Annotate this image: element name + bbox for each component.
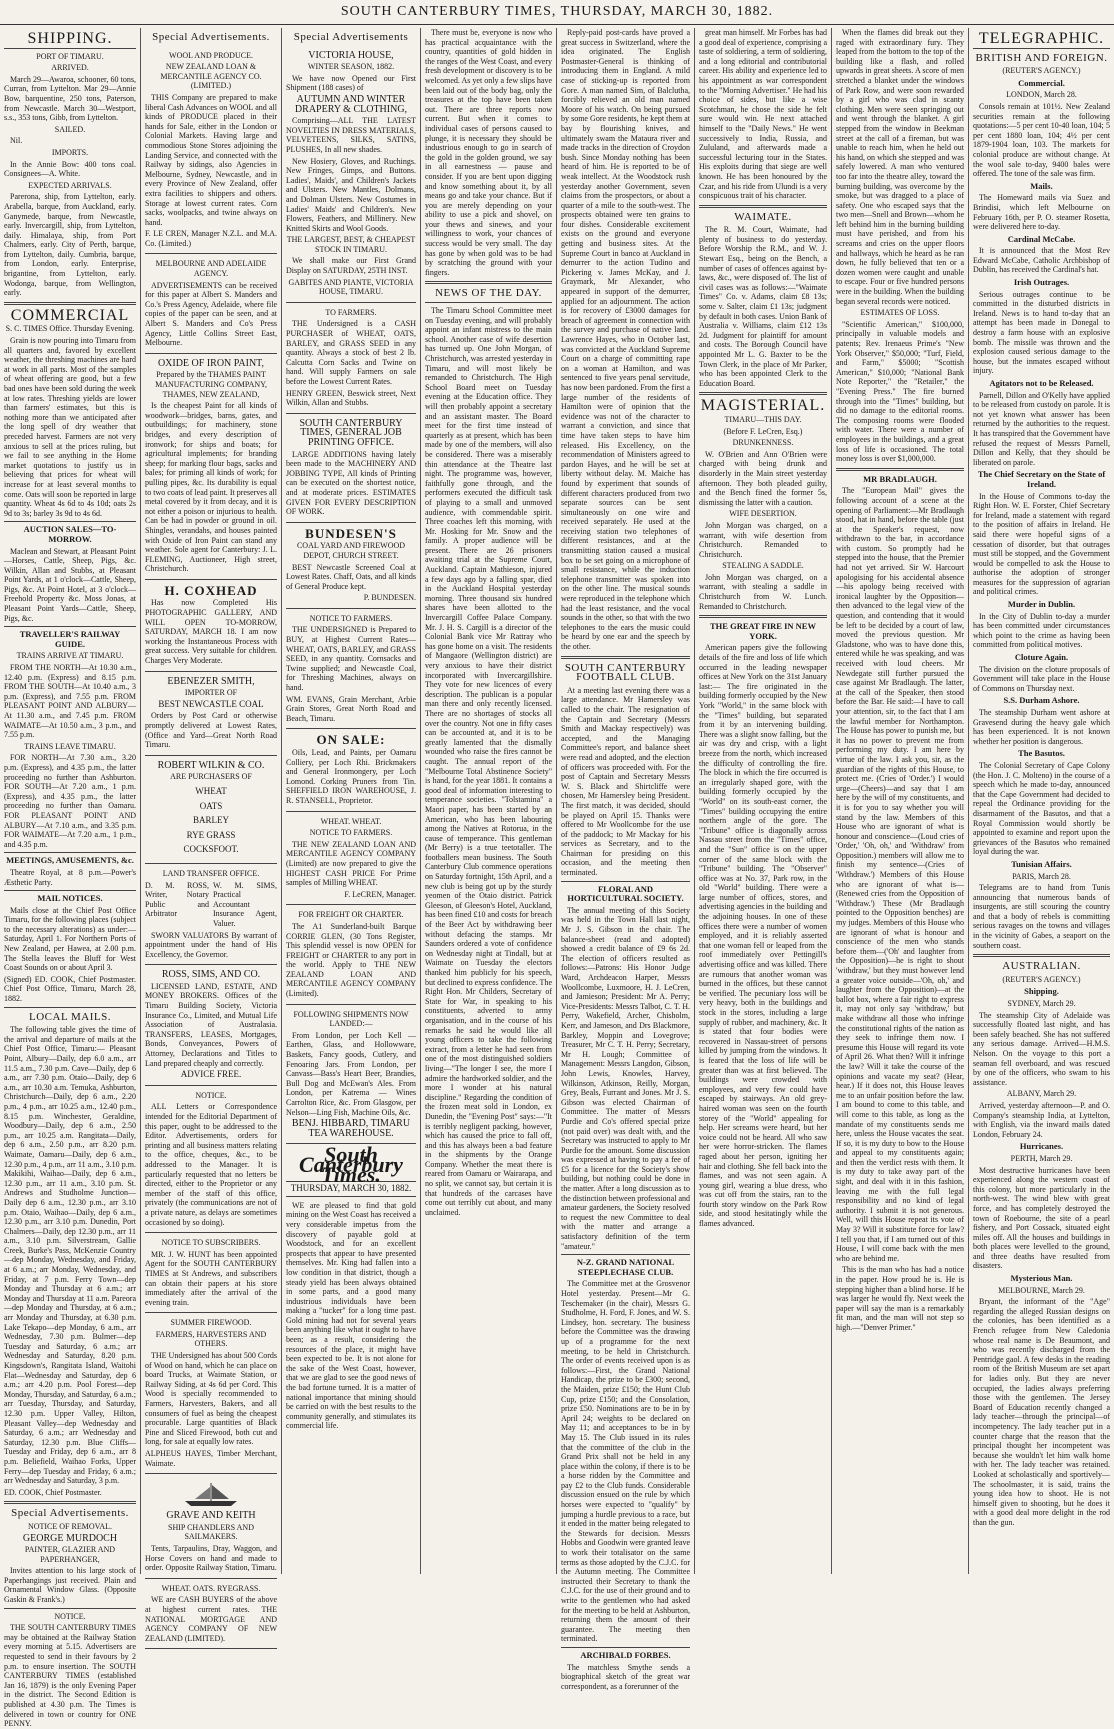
railway-leave-label: TRAINS LEAVE TIMARU. — [24, 741, 116, 751]
landed-title: FOLLOWING SHIPMENTS NOW LANDED:— — [293, 1009, 409, 1029]
mccabe-text: It is announced that the Most Rev Edward McCabe, Catholic Archbishop of Dublin, has received the Cardinal's hat. — [973, 246, 1110, 275]
column-2 — [145, 28, 277, 1643]
column-7 — [836, 28, 964, 1574]
records-text: "Scientific American," $100,000, principally in valuable models and patents; Rev. Irenaeus Prime's "New York Observer," $50,000; "Turf, Field, and Farm," $5000; "Scottish American," $10,000; "National Bank Note Reporter," the "Retailer," the "Evening Press." The fire burned through into the "Times" building, but did no damage to the editorial rooms. The composing rooms were flooded with water. There were a number of employees in the buildings, and a great loss of life is occasioned. The total money loss is over $1,000,000. — [836, 319, 964, 464]
durham-text: The steamship Durham went ashore at Gravesend during the heavy gale which has been experienced. It is not known whether her position is dangerous. — [973, 708, 1110, 746]
drunk-text: W. O'Brien and Ann O'Brien were charged with being drunk and disorderly in the Main street yesterday afternoon. They both pleaded guilty, and the Bench fined the former 5s, dismissing the latter with a caution. — [699, 449, 827, 507]
removal-text: Invites attention to his large stock of Paperhangings just received. Plain and Ornamental Window Glass. (Opposite Gaskin & Frank's.) — [4, 1566, 136, 1605]
hibbard-name: BENJ. HIBBARD, TIMARU TEA WAREHOUSE. — [291, 1118, 411, 1139]
melb-text: ADVERTISEMENTS can be received for this paper at Albert S. Manders and Co.'s Press Agency, Adelaide, where file copies of the paper can be seen, and at Albert S. Manders and Co's Press Agency, Little Collins Street East, Melbourne. — [145, 280, 277, 348]
chief-secretary-sub: The Chief Secretary on the State of Ireland. — [977, 469, 1106, 489]
expected-label: EXPECTED ARRIVALS. — [28, 180, 112, 190]
wheat-text: WE are CASH BUYERS of the above at highest current rates. THE NATIONAL MORTGAGE AND AGENCY COMPANY OF NEW ZEALAND (LIMITED). — [145, 1595, 277, 1643]
arrived-text: March 29—Awaroa, schooner, 60 tons, Curran, from Lyttelton. Mar 29—Annie Bow, barquentine, 250 tons, Paterson, from Newcastle. March 30—Westport, s.s., 353 tons, Gibb, from Lyttelton. — [4, 74, 136, 123]
smith-ad — [145, 672, 277, 756]
ntf-title: NOTICE TO FARMERS. — [309, 613, 393, 623]
mail-text: Mails close at the Chief Post Office Timaru, for the following places (subject to the necessary alterations) as under:— Saturday, April 1. For Northern Ports of New Zealand, per Hawea, at 2.00 p.m. The Stella leaves the Bluff for West Coast Sounds on or about April 3. — [4, 905, 136, 973]
melbourne-ad — [145, 254, 277, 353]
sailed-label: SAILED. — [54, 124, 86, 134]
oxide-title: OXIDE OF IRON PAINT, — [157, 357, 265, 369]
subs-text: MR. J. W. HUNT has been appointed Agent for the SOUTH CANTERBURY TIMES at St Andrews, and subscribers can obtain their papers at his store immediately after the arrival of the evening train. — [145, 1249, 277, 1307]
fire-continued: When the flames did break out they raged with extraordinary fury. They leaped from the bottom to the top of the building like a flash, and rolled upwards in great sheets. A score of men stretched a blanket under the windows of Park Row, and were soon rewarded by a girl who was clad in scanty clothing. Men were seen springing out and went through the blanket. A girl stepped from the window in Beekman street at the call of a fireman, but was unable to reach him, when he held out his hand, on which she stepped and was safely lowered. A man who ventured too far into the theatre alley, toward the burning building, was overcome by the smoke, but was dragged to a place of safety. One who escaped says that the two men—Snell and Brown—whom he left behind him in the burning building must have perished, and from his screams and cries on the upper floors and hallways, which he heard as he ran down, he fully believed that ten or a dozen women were caught and unable to escape. Four or five hundred persons were in the building. When the building began several records were noticed. — [836, 28, 964, 306]
wilkin-item: WHEAT — [195, 785, 227, 796]
coxhead-name: H. COXHEAD — [164, 582, 258, 598]
wheat-sub: NOTICE TO FARMERS. — [309, 828, 393, 838]
floral-heading: FLORAL AND HORTICULTURAL SOCIETY. — [567, 883, 684, 904]
wheat-title: WHEAT. OATS. RYEGRASS. — [161, 1583, 261, 1593]
vic-title: VICTORIA HOUSE, — [308, 49, 394, 61]
subscribers-ad — [145, 1233, 277, 1313]
editorial-continued: There must be, everyone is now who has practical acquaintance with the country, quantities of gold hidden in the ranges of the West Coast, and every fresh development or discovery is to be welcomed. As yet only a few slips have been laid out of the body bag, only the treasures at the top have been taken out. There are three reports now current. But when it comes to individual cases of persons caused to plunge, it is necessary they should be industrious enough to go in search of the gold in the golden ground, we say in all earnestness — pause and consider. If you are bent upon digging and know something about it, by all means go and take your chance. But if you are merely depending on your ability to use a pick and shovel, on your thews and sinews, and your willingness to work, your chances of success would be very small. The day has gone by when gold was to be had by scratching the ground with your fingers. — [425, 28, 552, 277]
notice-heading: NOTICE. — [54, 1611, 86, 1621]
charter-text: The A1 Sunderland-built Barque CORRIE GLEN, (30 Tons Register, This splendid vessel is now OPEN for FREIGHT or CHARTER to any port in the world. Apply to THE NEW ZEALAND LOAN AND MERCANTILE AGENCY COMPANY (Limited). — [286, 921, 416, 999]
telegraphic-heading: TELEGRAPHIC. — [978, 30, 1105, 47]
hurricanes-date: PERTH, March 29. — [1010, 1153, 1073, 1163]
drunk-heading: DRUNKENNESS. — [732, 438, 794, 448]
saddle-text: John Morgan was charged, on a warrant, with stealing a saddle in Christchurch from W. Lunch. Remanded to Christchurch. — [699, 572, 827, 611]
wheat-sign: F. LeCREN, Manager. — [344, 889, 416, 899]
wilkin-sub: ARE PURCHASERS OF — [170, 772, 252, 782]
removal-trade: PAINTER, GLAZIER AND PAPERHANGER, — [24, 1545, 116, 1564]
firewood-text: THE Undersigned has about 500 Cords of Wood on hand, which he can place on board Trucks, at Waimate Station, or Railway Siding, at 4s 6d per Cord. This Wood is specially recommended to Farmers, Harvesters, Bakers, and all consumers of fuel as being the cheapest procurable. Large quantities of Black Pine and Sliced Firewood, both cut and long, for sale at equally low rates. — [145, 1351, 277, 1447]
bund-text: BEST Newcastle Screened Coal at Lowest Rates. Chaff, Oats, and all kinds of General Produce kept. — [286, 562, 416, 591]
grave-trade: SHIP CHANDLERS AND SAILMAKERS. — [168, 1522, 254, 1542]
magisterial-before: (Before F. LeCren, Esq.) — [723, 426, 803, 436]
vic-largest: THE LARGEST, BEST, & CHEAPEST STOCK IN TIMARU. — [286, 235, 416, 254]
wife-heading: WIFE DESERTION. — [729, 509, 797, 519]
landed-text: From London, per Loch Kell — Earthen, Glass, and Hollowware, Baskets, Fancy goods, Cutlery, and Fenoaring Jars. From London, per Canvass—Bass's Heart Beer, Brandies, Bull Dog and McEwan's Ales. From London, per Katrema — Wines Carrolton Rice, &c. From Glasgow, per Nelson—Ling Fish, Machine Oils, &c. — [286, 1030, 416, 1117]
column-8 — [973, 28, 1110, 1574]
vic-show: We shall make our First Grand Display on SATURDAY, 25TH INST. — [286, 256, 416, 276]
wilkin-item: RYE GRASS — [186, 829, 236, 840]
melb-title: MELBOURNE AND ADELAIDE AGENCY. — [155, 259, 267, 279]
auction-text: Maclean and Stewart, at Pleasant Point —Horses, Cattle, Sheep, Pigs, &c. Wilkin, Allan and Stubbs, at Pleasant Point Yards, at 1 o'clock—Cattle, Sheep, Pigs, &c. At Point Hotel, at 3 o'clock—Freehold Property &c. Moss Jonas, at Pleasant Point Yards—Cattle, Sheep, Pigs, &c. — [4, 546, 136, 623]
sailed-text: Nil. — [10, 136, 23, 146]
albany-text: Arrived, yesterday afternoon—P. and O. Company's steamship India, at Lyttelton, with English, via the inward mails dated London, February 24. — [973, 1100, 1110, 1139]
murder-sub: Murder in Dublin. — [1007, 599, 1076, 610]
irish-text: Serious outrages continue to be committed in the disturbed districts in Ireland. News is to hand to-day that an attempt has been made in Donegal to destroy a farm house with an explosive bomb. The missile was thrown and the explosion caused serious damage to the house, but the inmates escaped without injury. — [973, 289, 1110, 376]
saddle-heading: STEALING A SADDLE. — [722, 561, 804, 571]
meetings-heading: MEETINGS, AMUSEMENTS, &c. — [6, 855, 134, 866]
notice-ad — [145, 1086, 277, 1233]
mails-sub: Mails. — [1030, 180, 1053, 191]
shipments-ad — [286, 1005, 416, 1145]
auction-heading: AUCTION SALES—TO-MORROW. — [23, 524, 117, 544]
editorial-masthead: South Canterbury Times. — [299, 1142, 403, 1187]
wilkin-ad — [145, 756, 277, 864]
cloture-sub: Cloture Again. — [1014, 652, 1069, 663]
commercial-text: Consols remain at 101½. New Zealand securities remain at the following quotations:—5 per cent 10-40 loan, 104; 5 per cent 1880 loan, 104; 4½ per cent 1879-1904 loan, 103. The markets for colonial produce are without change. At the wool sale to-day, 9400 bales were offered. The tone of the sale was firm. — [973, 101, 1110, 179]
on-sale-ad — [286, 729, 416, 811]
bradlaugh-text: The "European Mail" gives the following account of a scene at the opening of Parliament:—Mr Bradlaugh stood, hat in hand, before the table (just at the Speaker's request, now withdrawn to the bar, in accordance with custom. So promptly had he stepped into the house, that the Premier had not yet arrived. Sir W. Harcourt apologising for his accidental absence—his apology being received with ironical laughter by the Opposition—then advanced to the legal view of the question, and contending that it would be left to be decided by a court of law, moved the previous question. Mr Gladstone, who was to have done this, entered while he was speaking, and was received with loud cheers. Mr Newdegate still further pursued the case against Mr Bradlaugh. The latter, at the call of the Speaker, then stood before the Bar. He said:—I have to call your attention, sir, to the fact that I am the lawful member for Northampton. The House has power to punish me, but it has no power to prevent me from performing my duty. I am here by virtue of the law. I ask you, sir, as the guardian of the rights of this House, to protect me. (Cries of 'Order.') I would urge—(Cheers)—and say that I am here by the will of my constituents, and it is for you to say whether you will stand by the law. Members of this House who are ignorant of what is honour and conscience—(Loud cries of 'Order,' 'Oh, oh,' and 'Withdraw' from Opposition.) members will allow me to finish my sentence—(Cries of 'Withdraw.') Members of this House who are ignorant of what is—(Renewed cries from the Opposition of 'Withdraw.') These (Mr Bradlaugh pointed to the Opposition benches) are my judges. Members of this House who are ignorant of what is honour and conscience of the men who stands before them—('Oh' and laughter from the Opposition)—he is right to shout 'withdraw,' but they must however lend a greater voice outside—'Oh, oh,' and laughter from the Opposition)—at the ballot box, where a fair right to express it, may not only say 'withdraw,' but make withdraw all those who infringe the constitutional rights of the nation as they seek to infringe them now. I presume this House will regard its vote of April 26. What then? Will it infringe the law? Will it take the course of the opinions and vacate my seat? (Hear, hear.) If it does not, this House leaves me to an unfair position before the law. I am bound to come to this table, and will come to this table, as long as the mandate of my constituents sends me here, unless the House vacates the seat. If so, it is my duty to bow to the House and appeal to my constituents again; and then the verdict rests with them. It is my duty to take away part of the sight, and deal with it in this fashion, leaving me with the full legal responsibility and no kind of legal authority. I submit it is not generous. Well, will this House repeat its vote of May 3? Will it substitute force for law? I tell you that, if I am turned out of this House, I will come back with the men who are behind me. — [836, 486, 964, 1263]
railway-arrive-label: TRAINS ARRIVE AT TIMARU. — [16, 651, 124, 661]
local-mails-heading: LOCAL MAILS. — [29, 1010, 111, 1023]
ship-icon — [181, 1481, 241, 1507]
farmers-sign: HENRY GREEN, Beswick street, Next Wilkin, Allan and Stubbs. — [286, 388, 416, 408]
ross-name: ROSS, SIMS, AND CO. — [161, 969, 261, 981]
sale-title: ON SALE: — [316, 732, 386, 748]
special-ads-heading-2: Special Advertisements. — [152, 31, 270, 43]
wool-text: THIS Company are prepared to make liberal Cash Advances on WOOL and all kinds of PRODUCE placed in their hands for Sale, either in the London or Colonial Markets. Having large and commodious Stone Stores adjoining the Landing Service, and connected with the Railway by sidings, also Agencies in Melbourne, Sydney, Newcastle, and in every Province of New Zealand, offer extra facilities to shippers and others. Storage at lowest current rates. Corn sacks, woolpacks, and twine always on hand. — [145, 92, 277, 227]
basutos-text: The Colonial Secretary of Cape Colony (the Hon. J. C. Molteno) in the course of a speech which he made to-day, announced that the Cape Government had decided to repeal the Ordinance providing for the disarmament of the Basutos, and that a Royal Commission would shortly be appointed to examine and report upon the grievances of the Basutos who remained loyal during the war. — [973, 760, 1110, 857]
commercial-date: LONDON, March 28. — [1006, 90, 1077, 100]
land-right: W. M. SIMS, Practical Accountant Insurance Agent, Valuer. — [213, 880, 277, 928]
wheat-notice-ad — [286, 812, 416, 906]
waimate-heading: WAIMATE. — [734, 210, 792, 223]
irish-sub: Irish Outrages. — [1013, 277, 1070, 288]
wool-title: WOOL AND PRODUCE. — [169, 50, 253, 60]
wilkin-name: ROBERT WILKIN & CO. — [157, 759, 265, 771]
smith-coal: BEST NEWCASTLE COAL — [158, 698, 264, 709]
coxhead-text: Has now Completed His PHOTOGRAPHIC GALLERY, AND WILL OPEN TO-MORROW, SATURDAY, MARCH 18. I am now working the Instantaneous Process with great success. Very suitable for children. Charges Very Moderate. — [145, 598, 277, 666]
steeplechase-heading: N-Z. GRAND NATIONAL STEEPLECHASE CLUB. — [576, 1257, 675, 1277]
victoria-house-ad — [286, 46, 416, 303]
smith-trade: IMPORTER OF — [184, 688, 238, 698]
forbes-continued: great man himself. Mr Forbes has had a good deal of experience, comprising a taste of soldiering, a term of soldiering, and a long editorial and contributorial career. His ability and experience led to his appointment as war correspondent to the "Morning Advertiser." He had his choice of sides, but like a wise Scotchman, he chose the side he felt sure would win. He next attached himself to the "Daily News." He went successively to India, Russia, and Zululand, and afterwards made a successful lecturing tour in the States. His exploits during that siege are well known. He has been honoured by the Czar, and his ride from Ulundi is a very conspicuous trait of his character. — [699, 28, 827, 201]
firewood-ad — [145, 1313, 277, 1474]
farmers-title: TO FARMERS. — [325, 307, 377, 317]
vic-open: We have now Opened our First Shipment (188 cases) of — [286, 73, 416, 93]
arrived-label: ARRIVED. — [51, 63, 89, 73]
agitators-text: Parnell, Dillon and O'Kelly have applied to be released from custody on parole. It is not yet known what answer has been returned by the authorities to the request. It has transpired that the Government have refused the request of Messrs Parnell, Dillon and Kelly, that they should be liberated on parole. — [973, 390, 1110, 467]
chief-secretary-text: In the House of Commons to-day the Right Hon. W. E. Forster, Chief Secretary for Ireland, made a statement with regard to the position of affairs in Ireland. He said there were hopeful signs of a cessation of disorder, but that outrages must still be stopped, and the Government would be compelled to ask the House to authorise the adoption of stronger measures for the suppression of agrarian and political crimes. — [973, 491, 1110, 597]
land-transfer-ad — [145, 864, 277, 965]
mails-text: The Homeward mails via Suez and Brindisi, which left Melbourne on February 16th, per P. O. steamer Rosetta, were delivered here to-day. — [973, 193, 1110, 232]
local-mails-signature: ED. COOK, Chief Postmaster. — [4, 1487, 102, 1497]
wheat-ad — [145, 1579, 277, 1650]
hurricanes-text: Most destructive hurricanes have been experienced along the western coast of this colony, but more particularly in the north-west. The wind blew with great force, and has completely destroyed the town of Roebourne, the site of a pearl fishery, and Port Cossack, situated eight miles off. All the houses and buildings in both places were levelled to the ground, and three deaths have resulted from disasters. — [973, 1165, 1110, 1271]
records-heading: ESTIMATES OF LOSS. — [860, 308, 940, 318]
shipping-text: The steamship City of Adelaide was successfully floated last night, and has been safely beached. She has not suffered any serious damage. Arrived—H.M.S. Nelson. On the voyage to this port a seaman fell overboard, and was rescued by one of the officers, who swam to his assistance. — [973, 1010, 1110, 1087]
reuters-agency-2: (REUTER'S AGENCY.) — [1002, 974, 1081, 984]
british-foreign-heading: BRITISH AND FOREIGN. — [975, 51, 1108, 64]
mail-signature: (Signed) ED. COOK, Chief Postmaster. Chief Post Office, Timaru, March 28, 1882. — [4, 974, 136, 1004]
notice-text: THE SOUTH CANTERBURY TIMES may be obtained at the Railway Station every morning at 5.15. Advertisers are requested to send in their favours by 2 p.m. to ensure insertion. The SOUTH CANTERBURY TIMES (established Jan 16, 1879) is the only Evening Paper in the district. The Second Edition is published at 4.30 p.m. The Times is delivered in town or country for ONE PENNY. — [4, 1623, 136, 1729]
basutos-sub: The Basutos. — [1018, 748, 1065, 759]
notice-text: ALL Letters or Correspondence intended for the Editorial Department of this paper, ought to be addressed to the Editor. Advertisements, orders for printing and all business matters relating to the office, cheques, &c., to be addressed to the Manager. It is particularly requested that no letters be directed, either to the Proprietor or any member of the staff of this office, privately (the communications are not of a private nature, as delays are sometimes occasioned by so doing). — [145, 1102, 277, 1227]
news-continued: Reply-paid post-cards have proved a great success in Switzerland, where the idea originated. The English Postmaster-General is thinking of introducing them in England. A mild case of sticking-up is reported from Gore. A man named Sim, of Balclutha, forcibly relieved an old man named Moore of his watch. On being pursued by some Gore residents, he kept them at bay by flourishing knives, and ultimately swam the Mataura river and made tracks in the direction of Croydon bush. Since Monday nothing has been heard of him. He is reported to be of weak intellect. At the Woodstock rush yesterday another Government, seven claims from the prospectors, or about a quarter of a mile to the south-west. The prospects obtained were ten grains to four dishes. Considerable excitement exists on the ground and everyone getting and business sites. At the Supreme Court in banco at Auckland in demurrer to the action Tudino and Pickering v. James McKay, and J. Graymark, Mr Alexander, who appeared in support of the demurrer, applied for an adjournment. The action is for recovery of £3000 damages for breach of agreement in connection with the survey and purchase of native land. Lawrence Hayes, who in October last, was convicted at the Auckland Supreme Court on a charge of committing rape on a woman at Hamilton, and was sentenced to five years penal servitude, has now been pardoned. From the first a large number of the residents of Hamilton were of opinion that the evidence was not of the character to warrant a conviction, and since that time have taken steps to have him released. His Excellency, on the recommendation of Ministers agreed to pardon Hayes, and he will be set at liberty without delay. M. Maiche has found by experiment that sounds of different characters produced from two separate sources can be sent simultaneously on one wire and received separately. He used at the receiving station two telephones of different resistances, and at the transmitting station caused a musical box to be set going on a microphone of small resistance, while the induction telephone transmitter was spoken into on the other line. The musical sounds were reproduced in the telephone which had the least resistance, and the vocal sounds in the other, so that with the two telephones to the ears the music could be heard by one ear and the speech by the other. — [561, 28, 690, 651]
tunis-text: Telegrams are to hand from Tunis announcing that numerous bands of insurgents, are still scouring the country and that a body of rebels is committing serious ravages on the towns and villages in the vicinity of Gabes, a seaport on the southern coast. — [973, 883, 1110, 950]
wool-sign: F. LE CREN, Manager N.Z.L. and M.A. Co. (Limited.) — [145, 229, 277, 248]
firewood-sub: FARMERS, HARVESTERS AND OTHERS. — [155, 1329, 267, 1349]
vic-text: New Hosiery, Gloves, and Ruchings. New Fringes, Gimps, and Buttons. Ladies', Maids', and Children's Jackets and Ulsters. New Mantles, Dolmans, and Dolman Ulsters. New Costumes in Ladies' Maids' and Children's. New Flowers, Feathers, and Millinery. New Knitted Skirts and Wool Goods. — [286, 156, 416, 233]
vic-comp: Comprising—ALL THE LATEST NOVELTIES IN DRESS MATERIALS, VELVETEENS, SILKS, SATINS, PLUSHES, In all new shades. — [286, 116, 416, 154]
smith-text: Orders by Post Card or otherwise promptly delivered at Lowest Rates, (Office and Yard—Great North Road Timaru. — [145, 711, 277, 750]
magisterial-heading: MAGISTERIAL. — [700, 397, 826, 415]
oxide-text: Is the cheapest Paint for all kinds of woodwork—bridges, barns, gates, and outbuildings; for machinery, stone bridges, and every description of ironwork; for ships and boats; for agricultural implements; for branding sheep; for marking flour bags, sacks and bales; for priming all kinds of work; for pulling pipes, &c. Its durability is equal to two coats of lead paint. It preserves all metal covered by it from decay, and it is not either a poison or injurious to health. Can be had in powder or ground in oil. Shingles, verandahs, and houses painted with Oxide of Iron Paint can stand any weather. Sole agent for Canterbury: J. L. FLEMING, Auctioneer, High street, Christchurch. — [145, 401, 277, 574]
notice-title: NOTICE. — [195, 1090, 227, 1100]
grave-ad — [145, 1474, 277, 1579]
port-heading: PORT OF TIMARU. — [36, 51, 104, 61]
farmers-text: THE Undersigned is a CASH PURCHASER of WHEAT, OATS, BARLEY, and GRASS SEED in any quantity. Always a stock of best 2 lb. Calcutta Corn Sacks and Twine on hand. Will supply Farmers on sale before the Lowest Current Rates. — [286, 319, 416, 386]
ross-advice: ADVICE FREE. — [180, 1069, 242, 1080]
bund-sign: P. BUNDESEN. — [363, 593, 416, 603]
news-heading: NEWS OF THE DAY. — [435, 287, 542, 300]
fire-text: American papers give the following details of the fire and loss of life which occurred in the leading newspaper offices at New York on the 31st January last:— The fire originated in the building formerly occupied by the New York "World," in the same block with the "Times" building, but separated from it by an intervening building. There was a slight snow falling, but the air was dry and crisp, with a light breeze from the north, which increased the difficulty of controlling the fire. The block in which the fire occurred is an irregularly shaped gore, with the building formerly occupied by the "World" on its south-east corner, the "Times" building occupying the entire northern angle of the gore. The "Tribune" office is diagonally across Nassau street from the "Times" office, and the "Sun" office is on the upper corner of the same block with the "Tribune" building. The "Observer" office was at No. 37, Park row, in the old "World" building. There were a large number of offices, stores, and advertising agencies in the building and the adjoining houses. In one of these offices there were a number of women employed, and it is reliably asserted that one woman fell or leaped from the roof immediately over Pettingill's advertising office and was killed. There are rumours that another woman was burned in the offices, but these cannot be verified. The pecuniary loss will be very heavy, both in the buildings and stock in the stores, including a large supply of rubber, and machinery, &c. It is stated that four bodies were recovered in Nassau-street of persons killed by jumping from the windows. It is feared that the loss of life will be greater than was at first believed. The buildings were crowded with employees, and very few could have escaped by stairways. An old grey-haired woman was seen on the fourth storey of the "World" appealing for help. Her screams were heard, but her voice could not be heard. All who saw her were horror-stricken. The flames raged about her person, igniting her hair and clothing. She fell back into the flames, and was not seen again. A young girl, wearing a blue dress, who was cut off from the stairs, ran to the fourth story window on the Park Row side, and stood hesitatingly while the flames advanced. — [699, 643, 827, 1229]
column-5 — [561, 28, 690, 1691]
football-text: At a meeting last evening there was a large attendance. Mr Hamersley was called to the chair. The resignation of the Captain and Secretary (Messrs Smith and Mackay respectively) was accepted, and the Managing Committee's report, and balance sheet were read and adopted, and the election of officers was proceeded with. For the post of Captain and Secretary Messrs W. S. Black and Shirtcliffe were chosen, Mr Hamersley being President. The first match, it was decided, should be played on April 15. Thanks were offered to Mr Woollcombe for the use of the paddock; to Mr Mackay for his services as Secretary, and to the Chairman for presiding on this occasion, and the meeting then terminated. — [561, 685, 690, 878]
fire-heading: THE GREAT FIRE IN NEW YORK. — [710, 621, 816, 641]
wool-ad — [145, 46, 277, 255]
tunis-sub: Tunisian Affairs. — [1011, 858, 1072, 869]
sale-text: Oils, Lead, and Paints, per Oamaru Colliery, per Loch Rhi. Brickmakers and General Ironmongery, per Loch Lomond. Corking Pruners from Tin. SHEFFIELD IRON WAREHOUSE, J. R. STANSELL, Proprietor. — [286, 748, 416, 805]
grave-text: Tents, Tarpaulins, Dray, Waggon, and Horse Covers on hand and made to order. Opposite Railway Station, Timaru. — [145, 1543, 277, 1573]
coxhead-ad — [145, 580, 277, 672]
magisterial-sub: TIMARU—THIS DAY. — [724, 414, 802, 424]
news-text: The Timaru School Committee meet on Tuesday evening, and will probably appoint an infant mistress to the main school. Another case of wife desertion has turned up. One John Morgan, of Christchurch, was arrested yesterday in Timaru, and will most likely be remanded to Christchurch. The High School Board meet on Tuesday evening at the Education office. They will then probably appoint a secretary and an assistant master. The Board meet for the first time instead of quarterly as at present, which has been made by one of the members, will also be considered. There was a miserably thin attendance at the Theatre last night. The programme was, however, faithfully gone through, and the performers executed the difficult task of playing to a small and unmoved audience, with commendable spirit. Three coaches left this morning, with Mr. Hosking for Mr. Snow and the family. A proper audience will be present. There are 26 prisoners awaiting trial at the Supreme Court, Auckland. Captain Mathieson, injured a few days ago by a falling spar, died in the Auckland Hospital yesterday morning. Three thousand six hundred shares have been allotted to the Invercargill Coffee Palace Company. Mr. J. H. S. Cargill is a director of the Colonial Bank vice Mr Rattray who has gone home on a visit. The residents of Mangaore (Wellington district) are very anxious to have their district incorporated with Invercargillshire. They vote for new licences of every description. The publican is a popular man there and only recently licensed. There are no shortages of stocks all over the country. Not one in fifty cases can be accounted at, and it is to be greatly lamented that the dismally wounded who raise the fires cannot be caught. The annual report of the "Melbourne Total Abstinence Society" is hand, for the year 1881. It contains a good deal of information interesting to temperance societies. "Tolstamina" a Maori paper, has been started by an American, who has been labouring among the Natives at Rotorua, in the cause of temperance. This gentleman (Mr Berry) is a true teetotaller. The footballers mean business. The South Canterbury Club commence operations on Saturday fortnight, 15th April, and a new club is being got up by the sturdy yeomen of the Otaio district. Patrick Gleeson, of Gleeson's Hotel, Auckland, has been fined £10 and costs for breach of the Beer Act by withdrawing beer without defacing the stamps. Mr Saunders ordered a vote of confidence on Wednesday night at Tindall, but at Waimate on Tuesday the electors thanked him publicly for his speech, but declined to express confidence. The Right Hon. Mr Childers, Secretary of State for War, in speaking to his constituents, adverted to army organisation, and in the course of his remarks he said he would like all young officers to take the following extract, from a letter he had seen from one of the most distinguished soldiers living—"The longer I see, the more I admire the hardworked soldier, and the more I wonder at his natural discipline." Regarding the condition of the frozen meat sold in London, ex Dunedin, the "Evening Post" says:—"It is terribly negligent packing, however, which has caused the price to fall off, and this has always been a bad feature in the shipments by the Orange Company. Whether the meat there is reared from Oamaru or Wairarapa, and no split, we cannot say, but certain it is that hundreds of the carcases have come out terribly cut about, and many unclaimed. — [425, 306, 552, 1217]
subs-title: NOTICE TO SUBSCRIBERS. — [161, 1238, 261, 1248]
shipping-sub: Shipping. — [1024, 986, 1059, 997]
ross-text: LICENSED LAND, ESTATE, AND MONEY BROKERS. Offices of the Timaru Building Society, Victoria Insurance Co., Limited, and Mutual Life Association of Australasia. TRANSFERS, LEASES, Mortgages, Bonds, Conveyances, Powers of Attorney, Declarations and Titles to Land prepared cheaply and correctly. — [145, 981, 277, 1068]
wilkin-item: OATS — [199, 800, 223, 811]
commercial-heading: COMMERCIAL — [10, 306, 130, 324]
bradlaugh-heading: MR BRADLAUGH. — [863, 473, 937, 484]
wilkin-item: COCKSFOOT. — [183, 844, 239, 855]
removal-heading: NOTICE OF REMOVAL. — [27, 1521, 113, 1531]
mysterious-text: Bryant, the informant of the "Age" regarding the alleged Russian designs on the colonies, has been identified as a French refugee from New Caledonia whose real name is De Beaumont, and who was recently discharged from the Pentridge gaol. A few desks in the reading room of the British Museum are set apart for ladies only. But they are never occupied, the ladies always preferring those with the gentlemen. The Jersey Board of Education recently changed a lady teacher—through the principal—of incompetency. The lady teacher put in a counter charge that the reason that the principal thought her incompetent was because she wouldn't let him walk home with her. The lady teacher was retained. Looked at scholastically and sportively—The schoolmaster, it is said, trains the young idea how to shoot. He is not himself given to shooting, but he does it with a good deal more delight in the rod than the gun. — [973, 1297, 1110, 1527]
mail-heading: MAIL NOTICES. — [37, 893, 103, 904]
oxide-ad — [145, 354, 277, 580]
local-mails-text: The following table gives the time of the arrival and departure of mails at the Chief Post Office, Timaru:— Pleasant Point, Albury—Daily, dep 6.0 a.m., arr 11.5 a.m., 7.30 p.m. Cave—Daily, dep 6 a.m., arr 7.30 p.m. Otaio—Daily, dep 6 a.m., arr 10.30 a.m. Temuka, Ashburton, Christchurch—Daily, dep 6 a.m., 2.20 p.m., 4 p.m., arr 10.25 a.m., 12.40 p.m., 8.15 p.m. Winchester, Geraldine, Woodbury—Daily, dep 6 a.m., 2.50 p.m., arr 10.25 a.m. Rangitata—Daily, dep 6 a.m., 2.50 p.m., arr 8.20 p.m. Waimate, Oamaru—Daily, dep 6 a.m., 12.30 p.m., 4 p.m., arr 11 a.m., 3.10 p.m. Makikihi, Waihao—Daily, dep 6 a.m., 12.30 p.m., arr 11 a.m., 3.10 p.m. St. Andrews and Studholme Junction—Daily dep 6 a.m., 12.30 p.m., arr 3.10 p.m. Otaio, Waihao—Daily, dep 6 a.m., 12.30 p.m., arr 3.10 p.m. Dunedin, Port Chalmers—Daily, dep 12.30 p.m., arr 11 a.m., 3.10 p.m. Silverstream, Gallie Creek, Burke's Pass, McKenzie Country—dep Monday, Wednesday, and Friday, at 6 a.m.; arr Monday, Wednesday, and Friday, at 7 p.m. Ferry Town—dep Monday and Thursday at 6 a.m.; arr Monday and Thursday at 11 a.m. Pareora—dep Monday and Thursday, at 6 a.m.; arr Monday and Thursday, at 6.30 p.m. Lake Tekapo—dep Monday, 6 a.m., arr Wednesday, 7.30 p.m. Bulmer—dep Tuesday and Saturday, 6 a.m.; arr Wednesday and Saturday, 8.20 p.m. Kingsdown's, Rangitata Island, Waitohi Flat—Wednesday and Saturday, dep 6 a.m.; arr 4.20 p.m. Pool Forest—dep Monday, Thursday, and Saturday, 6 a.m.; arr Tuesday, Thursday, and Saturday, 12.30 p.m. Upper Valley, Hilton, Pleasant Valley—dep Wednesday and Saturday, 6 a.m.; arr Wednesday and Saturday, 12.30 p.m. Blue Cliffs—Tuesday and Friday, dep 6 a.m., arr 8 p.m. Beliefield, Waihao Forks, Upper Ferry—dep Tuesday and Friday, 6 a.m.; arr Wednesday and Saturday, 3 p.m. — [4, 1025, 136, 1486]
shipping-heading: SHIPPING. — [27, 30, 113, 47]
albany-date: ALBANY, March 29. — [1006, 1089, 1077, 1099]
expected-text: Parerona, ship, from Lyttelton, early. Arabella, barque, from Auckland, early. Ganymede, barque, from Newcastle, early. Invercargill, ship, from Lyttelton, daily. Himalaya, ship, from Port Chalmers, early. City of Perth, barque, from Lyttelton, daily. Cumbria, barque, from London, early. Enterprise, brigantine, from Lyttelton, early. Wodonga, barque, from Wellington, early. — [4, 192, 136, 298]
australian-heading: AUSTRALIAN. — [1002, 960, 1081, 973]
newspaper-masthead: SOUTH CANTERBURY TIMES, THURSDAY, MARCH 30, 1882. — [0, 0, 1114, 25]
editorial-lead: WE are pleased to find that gold mining on the West Coast has received a very considerable impetus from the discovery of payable gold at Woodstock, and for an excellent prospects that appear to have presented themselves. Mr. King had fallen into a low condition in that district, though a steady yield has been always obtained in some parts, and a good many industrious individuals have been making a "tucker" for a long time past. Gold mining had not for several years been anything like what it ought to have been; as a result, considering the resources of the place, it might have been expected to be. It is not alone for the sake of the West Coast, however, that we are glad to see the good news of the bad fortune turned. It is a matter of national importance that mining should be carried on with the best results to the community generally, and stimulates its commercial life. — [286, 1200, 416, 1431]
closing-text: This is the man who has had a notice in the paper. How proud he is. He is stepping higher than a blind horse. If he was larger he would fly. Next week the paper will say the man is a remarkably fit man, and the man will not step so high.—"Denver Primer." — [836, 1265, 964, 1332]
waimate-text: The R. M. Court, Waimate, had plenty of business to do yesterday. Before Worship the R.M., and W. J. Stewart Esq., being on the Bench, a number of cases of offences against by-laws, &c., were disposed of. The list of civil cases was as follows:—"Waimate Times" Co. v. Adams, claim £8 13s; some v. Salter, claim £1 13s; judgment by default in both cases. Union Bank of Australia v. Williams, claim £12 13s 2d. Judgment for plaintiff for amount and costs. The Borough Council have appointed Mr L. G. Baxter to be the Town Clerk, in the place of Mr Parker, who has been appointed Clerk to the Education Board. — [699, 225, 827, 388]
bund-sub: COAL YARD AND FIREWOOD DEPOT, CHURCH STREET. — [296, 541, 406, 560]
shipping-date: SYDNEY, March 29. — [1007, 999, 1076, 1009]
commercial-text: Grain is now pouring into Timaru from all quarters and, favored by excellent weather, the threshing machines are hard at work in all parts. Most of the samples of wheat offering are good, but a few bad ones have been sold during the week at low rates. Threshing yields are lower than farmers' estimates, but this is nothing more than we anticipated after the long spell of dry weather that preceded harvest. Farmers are not very anxious to sell at the prices ruling, but we fail to see anything in the Home market quotations to justify us in believing that prices for wheat will increase for at least several months to come. Oats will soon be reported in large quantity. Wheat 4s 6d to 4s 10d; oats 2s 9d to 3s; barley 3s 9d to 4s 6d. — [4, 336, 136, 518]
job-text: LARGE ADDITIONS having lately been made to the MACHINERY AND JOBBING TYPE, All kinds of Printing can be executed on the shortest notice, and at moderate prices. ESTIMATES GIVEN FOR EVERY DESCRIPTION OF WORK. — [286, 449, 416, 517]
job-printing-ad — [286, 414, 416, 523]
steeplechase-text: The Committee met at the Grosvenor Hotel yesterday. Present—Mr G. Teschemaker (in the chair), Messrs G. Studholme, H. Ford, F. Jones, and W. S. Lindsey, hon. secretary. The business before the Committee was the drawing up of a programme for the next meeting, to be held in Christchurch. The order of events received upon is as follows:—First, the Grand National Handicap, the prize to be £300; second, the Maiden, prize £150; the Hunt Club Cup, prize £150; and the Consolation, prize £50. Nominations are to be in by April 24; weights to be declared on May 11; and acceptances to be in by May 15. The Club issued in its rules that the committee of the club in the Grand Prix shall not be held in any place within the colony, if there is to be a horse ridden by the Committee and pay £2 to the Club funds. Considerable discussion ensued on the rule by which horses were expected to "qualify" by jumping a hurdle previous to a race, but it ended in the matter being relegated to the Stewards for decision. Messrs Hobbs and Goodwin were granted leave to work their totalisator on the same terms as those adopted by the C.J.C. for the Autumn meeting. The Committee instructed their Secretary to thank the C.J.C. for the use of their ground and to write to the gentlemen who had asked for the meeting to be held at Ashburton, returning them the amount of their guarantee. The meeting then terminated. — [561, 1279, 690, 1644]
ntf-sign: WM. EVANS, Grain Merchant, Arbie Grain Stores, Great North Road and Beach, Timaru. — [286, 694, 416, 723]
murder-text: In the City of Dublin to-day a murder has been committed under circumstances which point to the crime as having been committed from political motives. — [973, 611, 1110, 650]
imports-text: In the Annie Bow: 400 tons coal. Consignees—A. White. — [4, 159, 136, 179]
column-1 — [4, 28, 136, 1729]
commercial-sub: Commercial. — [1018, 77, 1065, 88]
firewood-title: SUMMER FIREWOOD. — [170, 1318, 252, 1328]
vic-drapery: AUTUMN AND WINTER DRAPERY & CLOTHING, — [294, 93, 408, 115]
smith-name: EBENEZER SMITH, — [167, 675, 255, 687]
editorial-date: THURSDAY, MARCH 30, 1882. — [286, 1181, 416, 1197]
floral-text: The annual meeting of this Society was held in the Town Hall last night, Mr J. S. Gibson in the chair. The balance-sheet (read and adopted) showed a credit balance of £9 6s 2d. The election of officers resulted as follows:—Patrons: His Honor Judge Ward, Archdeacon Harper, Messrs Woollcombe, Luxmoore, H. J. LeCren, and Jamieson; President: Mr A. Perry; Vice-Presidents: Messrs Talbot, C. T. H. Perry, Wakefield, Archer, Chisholm, Kerr, and Jameson, and Drs Blackmore, Barkley, Moppin and Lovegrove; Treasurer, Mr C. T. H. Perry; Secretary, Mr H. Lough; Committee of Management: Messrs Langdon, Gibson, John Lewis, Knowles, Harvey, Wilkinson, Atkinson, Reilly, Morgan, Grey, Beals, Furrant and Jones. Mr J. S. Gibson was elected Chairman of Committee. The matter of Messrs Purdie and Co's offered special prize (not paid over) was dealt with, and the Secretary was instructed to apply to Mr Purdie for the amount. Some discussion was expressed at having to pay a fee of £5 for a licence for the Society's show building, but nothing could be done in the matter. After a long discussion as to the distinction between professional and amateur gardeners, the Society resolved to request the new Committee to deal with the matter and arrange a satisfactory definition of the term "amateur." — [561, 905, 690, 1251]
imports-label: IMPORTS. — [51, 147, 89, 157]
wilkin-item: BARLEY — [193, 815, 229, 826]
special-ads-heading: Special Advertisements. — [11, 1507, 129, 1520]
oxide-sub: Prepared by the THAMES PAINT MANUFACTURING COMPANY, THAMES, NEW ZEALAND, — [155, 370, 267, 399]
column-3 — [286, 28, 416, 1574]
bund-title: BUNDESEN'S — [305, 525, 397, 541]
meetings-text: Theatre Royal, at 8 p.m.—Power's Æsthetic Party. — [4, 867, 136, 887]
firewood-sign: ALPHEUS HAYES, Timber Merchant, Waimate. — [145, 1449, 277, 1468]
removal-name: GEORGE MURDOCH — [22, 1532, 118, 1544]
cloture-text: The division on the cloture proposals of Government will take place in the House of Commons on Thursday next. — [973, 664, 1110, 693]
forbes-text: The matchless Smythe sends a biographical sketch of the great war correspondent, as a forerunner of the — [561, 1662, 690, 1691]
tunis-date: PARIS, March 28. — [1012, 871, 1071, 881]
column-6 — [699, 28, 827, 1574]
vic-firm: GABITES AND PIANTE, VICTORIA HOUSE, TIMARU. — [288, 277, 414, 297]
durham-sub: S.S. Durham Ashore. — [1003, 695, 1080, 706]
wife-text: John Morgan was charged, on a warrant, with wife desertion from Christchurch. Remanded to Christchurch. — [699, 520, 827, 559]
railway-leave-text: FOR NORTH—At 7.30 a.m., 3.20 p.m. (Express), and 4.35 p.m., the latter proceeding no further than Ashburton. FOR SOUTH—At 7.20 a.m., 1 p.m. (Express), and 4.35 p.m., the latter proceeding no further than Oamaru. FOR PLEASANT POINT AND ALBURY—At 7.10 a.m., and 3.35 p.m. FOR WAIMATE—At 7.20 a.m., 1 p.m., and 4.35 p.m. — [4, 753, 136, 849]
job-title: SOUTH CANTERBURY TIMES, GENERAL JOB PRINTING OFFICE. — [299, 417, 403, 448]
agitators-sub: Agitators not to be Released. — [989, 378, 1094, 388]
grave-name: GRAVE AND KEITH — [166, 1510, 256, 1522]
forbes-heading: ARCHIBALD FORBES. — [580, 1649, 671, 1660]
land-text: SWORN VALUATORS By warrant of appointment under the hand of His Excellency, the Governor. — [145, 930, 277, 959]
special-ads-heading-3: Special Advertisements — [293, 31, 409, 43]
mccabe-sub: Cardinal McCabe. — [1007, 233, 1076, 244]
wheat-title: WHEAT. WHEAT. — [320, 816, 382, 826]
mysterious-date: MELBOURNE, March 29. — [998, 1285, 1085, 1295]
land-left: D. M. ROSS, Writer, Notary Public and Arbitrator — [145, 880, 209, 919]
notice-to-farmers-ad — [286, 609, 416, 730]
vic-season: WINTER SEASON, 1882. — [307, 62, 395, 72]
ross-ad — [145, 965, 277, 1086]
railway-arrive-text: FROM THE NORTH—At 10.30 a.m., 12.40 p.m. (Express) and 8.15 p.m. FROM THE SOUTH—At 10.40 a.m., 3 p.m. (Express), and 7.55 p.m. FROM PLEASANT POINT AND ALBURY—At 11.30 a.m., and 7.45 p.m. FROM WAIMATE—At 10.50 a.m., 3 p.m., and 7.55 p.m. — [4, 663, 136, 740]
column-4 — [425, 28, 552, 1574]
wool-firm: NEW ZEALAND LOAN & MERCANTILE AGENCY CO. (LIMITED.) — [160, 62, 262, 91]
mysterious-sub: Mysterious Man. — [1010, 1273, 1073, 1284]
land-title: LAND TRANSFER OFFICE. — [162, 868, 260, 878]
to-farmers-ad — [286, 303, 416, 414]
commercial-sub: S. C. TIMES Office. Thursday Evening. — [5, 324, 135, 334]
charter-ad — [286, 905, 416, 1004]
railway-heading: TRAVELLER'S RAILWAY GUIDE. — [19, 629, 121, 649]
football-heading: SOUTH CANTERBURY FOOTBALL CLUB. — [564, 661, 687, 684]
ntf-text: THE UNDERSIGNED is Prepared to BUY, at Highest Current Rates—WHEAT, OATS, BARLEY, and GRASS SEED, in any quantity. Cornsacks and Twine supplied; and Newcastle Coal, for Threshing Machines, always on hand. — [286, 625, 416, 693]
bundesen-ad — [286, 523, 416, 609]
hurricanes-sub: Hurricanes. — [1019, 1141, 1064, 1152]
charter-title: FOR FREIGHT OR CHARTER. — [298, 910, 404, 920]
reuters-agency: (REUTER'S AGENCY.) — [1002, 66, 1081, 76]
wheat-text: THE NEW ZEALAND LOAN AND MERCANTILE AGENCY COMPANY (Limited) are now prepared to give the HIGHEST CASH PRICE For Prime samples of Milling WHEAT. — [286, 839, 416, 888]
